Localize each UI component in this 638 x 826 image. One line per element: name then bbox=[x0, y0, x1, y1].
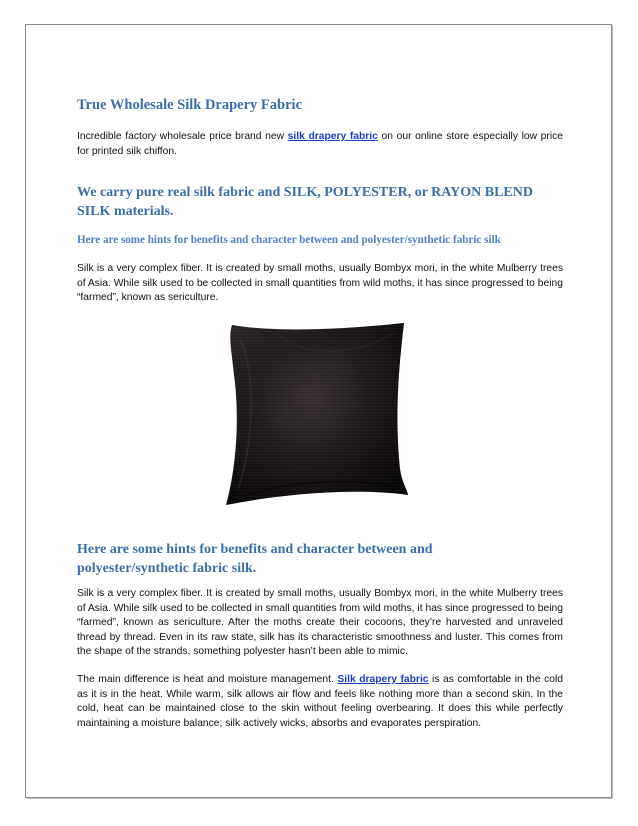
document-section-silk-fiber bbox=[77, 262, 563, 306]
pillow-image bbox=[218, 319, 412, 512]
document-section-silk-detail bbox=[77, 587, 563, 660]
heading-hints: Here are some hints for benefits and character between and polyester/synthetic fabric silk bbox=[77, 234, 501, 246]
document-section-hints-detail bbox=[77, 541, 563, 578]
document-section-hints bbox=[77, 233, 563, 247]
intro-text-after: on our online store especially low price for printed silk chiffon. bbox=[77, 131, 563, 157]
heat-text-after: is as comfortable in the cold as it is in the heat. While warm, silk allows air flow and feels like nothing more than a second skin. In the cold, heat can be maintained close to the skin without feeling overbearing. It does this while perfectly maintaining a moisture balance; silk actively wicks, absorbs and evaporates perspiration. bbox=[77, 674, 563, 729]
document-section-intro bbox=[77, 96, 563, 159]
silk-drapery-fabric-link-2[interactable]: Silk drapery fabric bbox=[337, 674, 429, 685]
silk-fiber-paragraph: Silk is a very complex fiber. It is created by small moths, usually Bombyx mori, in the white Mulberry trees of Asia. While silk used to be collected in small quantities from wild moths, it has since progressed to being “farmed”, known as sericulture. bbox=[77, 263, 563, 304]
heat-moisture-paragraph bbox=[77, 673, 563, 731]
silk-pillow-illustration bbox=[218, 319, 412, 512]
intro-paragraph bbox=[77, 130, 563, 159]
heat-text-before: The main difference is heat and moisture management. bbox=[77, 674, 338, 685]
silk-detail-paragraph: Silk is a very complex fiber. It is created by small moths, usually Bombyx mori, in the white Mulberry trees of Asia. While silk used to be collected in small quantities from wild moths, it has since progressed to being “farmed”, known as sericulture. After the moths create their cocoons, they’re harvested and unraveled thread by thread. Even in its raw state, silk has its characteristic smoothness and luster. This comes from the shape of the strands, something polyester hasn’t been able to mimic. bbox=[77, 588, 563, 658]
intro-text-before: Incredible factory wholesale price brand new bbox=[77, 131, 288, 142]
heading-main: True Wholesale Silk Drapery Fabric bbox=[77, 97, 303, 113]
document-section-materials bbox=[77, 184, 563, 221]
silk-drapery-fabric-link[interactable]: silk drapery fabric bbox=[287, 131, 378, 142]
document-section-heat-moisture bbox=[77, 673, 563, 731]
heading-hints-detail: Here are some hints for benefits and character between and polyester/synthetic fabric silk. bbox=[77, 542, 433, 576]
heading-materials: We carry pure real silk fabric and SILK, POLYESTER, or RAYON BLEND SILK materials. bbox=[77, 185, 533, 219]
